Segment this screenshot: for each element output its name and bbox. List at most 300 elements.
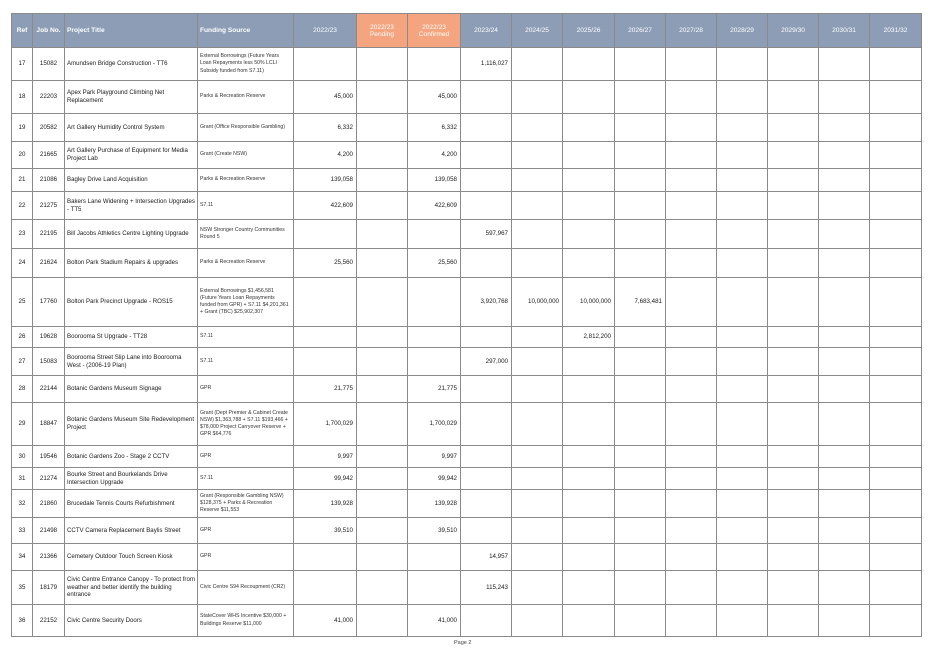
header-2023-24: 2023/24 (461, 14, 512, 48)
row-2030-31 (819, 403, 870, 446)
row-2027-28 (666, 220, 717, 249)
table-row (12, 249, 922, 278)
row-funding-source: Grant (Create NSW) (198, 142, 294, 169)
row-2029-30 (768, 48, 819, 81)
row-2023-24: 3,920,768 (461, 278, 512, 327)
table-row (12, 490, 922, 518)
row-2023-24 (461, 490, 512, 518)
row-2022-23-confirmed: 4,200 (408, 142, 461, 169)
row-2025-26 (563, 192, 615, 220)
row-2022-23: 139,928 (294, 490, 357, 518)
row-2026-27 (615, 571, 666, 605)
row-2030-31 (819, 249, 870, 278)
row-funding-source: Parks & Recreation Reserve (198, 81, 294, 114)
row-2023-24 (461, 249, 512, 278)
row-job-no: 21274 (33, 468, 65, 490)
row-2023-24 (461, 376, 512, 403)
row-2022-23: 139,058 (294, 169, 357, 192)
row-job-no: 22144 (33, 376, 65, 403)
header-2027-28: 2027/28 (666, 14, 717, 48)
row-2022-23-confirmed: 45,000 (408, 81, 461, 114)
row-2022-23-pending (357, 327, 408, 348)
row-2025-26 (563, 220, 615, 249)
header-2026-27: 2026/27 (615, 14, 666, 48)
row-2022-23 (294, 220, 357, 249)
row-2023-24 (461, 142, 512, 169)
row-2022-23 (294, 278, 357, 327)
row-project-title: Civic Centre Security Doors (65, 605, 198, 637)
row-2026-27 (615, 169, 666, 192)
row-ref: 18 (12, 81, 33, 114)
row-2029-30 (768, 114, 819, 142)
header-ref: Ref (12, 14, 33, 48)
row-funding-source: GPR (198, 376, 294, 403)
row-2026-27 (615, 490, 666, 518)
row-2031-32 (870, 220, 922, 249)
row-2029-30 (768, 446, 819, 468)
row-2022-23-pending (357, 114, 408, 142)
row-2028-29 (717, 605, 768, 637)
row-job-no: 22195 (33, 220, 65, 249)
table-row (12, 48, 922, 81)
table-row (12, 544, 922, 571)
row-2022-23-confirmed: 41,000 (408, 605, 461, 637)
row-job-no: 21366 (33, 544, 65, 571)
row-ref: 36 (12, 605, 33, 637)
row-2023-24 (461, 81, 512, 114)
row-2030-31 (819, 169, 870, 192)
row-2024-25 (512, 220, 563, 249)
row-2025-26 (563, 403, 615, 446)
row-2022-23: 9,997 (294, 446, 357, 468)
row-2024-25 (512, 605, 563, 637)
row-funding-source: NSW Stronger Country Communities Round 5 (198, 220, 294, 249)
row-2027-28 (666, 490, 717, 518)
row-2030-31 (819, 278, 870, 327)
row-2031-32 (870, 518, 922, 544)
header-job-no: Job No. (33, 14, 65, 48)
row-job-no: 21624 (33, 249, 65, 278)
row-ref: 27 (12, 348, 33, 376)
row-funding-source: External Borrowings (Future Years Loan Repayments less 50% LCLI Subsidy funded from S7.11) (198, 48, 294, 81)
header-2022-23-confirmed: 2022/23 Confirmed (408, 14, 461, 48)
header-2022-23: 2022/23 (294, 14, 357, 48)
row-2029-30 (768, 605, 819, 637)
row-2031-32 (870, 114, 922, 142)
row-project-title: Brucedale Tennis Courts Refurbishment (65, 490, 198, 518)
row-2028-29 (717, 220, 768, 249)
row-2024-25 (512, 571, 563, 605)
row-2027-28 (666, 278, 717, 327)
row-2028-29 (717, 81, 768, 114)
row-funding-source: S7.11 (198, 192, 294, 220)
row-2031-32 (870, 348, 922, 376)
row-2022-23-confirmed: 139,058 (408, 169, 461, 192)
row-2024-25 (512, 544, 563, 571)
row-2027-28 (666, 114, 717, 142)
row-2027-28 (666, 605, 717, 637)
row-ref: 29 (12, 403, 33, 446)
row-2031-32 (870, 376, 922, 403)
row-ref: 25 (12, 278, 33, 327)
row-funding-source: Parks & Recreation Reserve (198, 249, 294, 278)
table-row (12, 376, 922, 403)
row-2024-25 (512, 468, 563, 490)
row-2025-26 (563, 490, 615, 518)
row-2029-30 (768, 192, 819, 220)
row-ref: 26 (12, 327, 33, 348)
row-2022-23-confirmed: 39,510 (408, 518, 461, 544)
row-2026-27 (615, 518, 666, 544)
row-funding-source: External Borrowings $1,456,581 (Future Years Loan Repayments funded from GPR) + S7.11 $4,201,361 + Grant (TBC) $25,902,307 (198, 278, 294, 327)
row-2022-23 (294, 544, 357, 571)
row-2022-23-pending (357, 446, 408, 468)
row-2022-23: 1,700,029 (294, 403, 357, 446)
row-2029-30 (768, 278, 819, 327)
row-2031-32 (870, 81, 922, 114)
row-2027-28 (666, 348, 717, 376)
row-2022-23-confirmed: 21,775 (408, 376, 461, 403)
row-project-title: Bagley Drive Land Acquisition (65, 169, 198, 192)
row-2025-26: 10,000,000 (563, 278, 615, 327)
row-2022-23: 41,000 (294, 605, 357, 637)
row-2028-29 (717, 278, 768, 327)
row-2022-23: 25,560 (294, 249, 357, 278)
row-project-title: Bakers Lane Widening + Intersection Upgrades - TT5 (65, 192, 198, 220)
row-2028-29 (717, 169, 768, 192)
row-2029-30 (768, 376, 819, 403)
row-2022-23-pending (357, 249, 408, 278)
table-row (12, 327, 922, 348)
row-2031-32 (870, 278, 922, 327)
table-row (12, 348, 922, 376)
row-2025-26: 2,812,200 (563, 327, 615, 348)
row-2025-26 (563, 48, 615, 81)
row-2029-30 (768, 142, 819, 169)
row-ref: 21 (12, 169, 33, 192)
row-2028-29 (717, 571, 768, 605)
row-ref: 32 (12, 490, 33, 518)
row-2022-23-pending (357, 544, 408, 571)
row-2029-30 (768, 518, 819, 544)
row-2022-23-confirmed (408, 220, 461, 249)
row-ref: 22 (12, 192, 33, 220)
row-2024-25 (512, 446, 563, 468)
row-2029-30 (768, 468, 819, 490)
row-2027-28 (666, 327, 717, 348)
row-2026-27 (615, 249, 666, 278)
row-2027-28 (666, 403, 717, 446)
row-2025-26 (563, 605, 615, 637)
row-2026-27 (615, 376, 666, 403)
row-2031-32 (870, 605, 922, 637)
row-2023-24: 14,957 (461, 544, 512, 571)
header-2028-29: 2028/29 (717, 14, 768, 48)
row-2022-23: 4,200 (294, 142, 357, 169)
row-ref: 34 (12, 544, 33, 571)
row-2022-23 (294, 327, 357, 348)
row-2030-31 (819, 468, 870, 490)
row-2024-25 (512, 81, 563, 114)
row-project-title: Amundsen Bridge Construction - TT6 (65, 48, 198, 81)
table-row (12, 605, 922, 637)
row-2029-30 (768, 490, 819, 518)
row-funding-source: Grant (Office Responsible Gambling) (198, 114, 294, 142)
row-2026-27: 7,683,481 (615, 278, 666, 327)
row-job-no: 20582 (33, 114, 65, 142)
row-2022-23: 422,609 (294, 192, 357, 220)
row-ref: 35 (12, 571, 33, 605)
table-row (12, 403, 922, 446)
row-2031-32 (870, 571, 922, 605)
row-ref: 33 (12, 518, 33, 544)
row-job-no: 21086 (33, 169, 65, 192)
row-job-no: 17760 (33, 278, 65, 327)
row-2029-30 (768, 571, 819, 605)
row-2022-23-pending (357, 278, 408, 327)
header-2031-32: 2031/32 (870, 14, 922, 48)
header-2030-31: 2030/31 (819, 14, 870, 48)
row-2023-24 (461, 468, 512, 490)
row-2022-23-pending (357, 48, 408, 81)
row-job-no: 21498 (33, 518, 65, 544)
row-2027-28 (666, 446, 717, 468)
row-ref: 24 (12, 249, 33, 278)
row-2024-25 (512, 192, 563, 220)
row-2030-31 (819, 544, 870, 571)
row-2022-23-confirmed: 99,942 (408, 468, 461, 490)
row-2029-30 (768, 249, 819, 278)
row-2022-23: 21,775 (294, 376, 357, 403)
row-job-no: 15083 (33, 348, 65, 376)
row-2029-30 (768, 81, 819, 114)
row-2028-29 (717, 327, 768, 348)
row-ref: 17 (12, 48, 33, 81)
row-funding-source: S7.11 (198, 468, 294, 490)
row-2025-26 (563, 81, 615, 114)
row-2022-23-pending (357, 376, 408, 403)
row-2030-31 (819, 348, 870, 376)
row-2022-23-pending (357, 518, 408, 544)
row-job-no: 19628 (33, 327, 65, 348)
row-job-no: 21665 (33, 142, 65, 169)
row-2028-29 (717, 114, 768, 142)
row-2029-30 (768, 169, 819, 192)
row-2030-31 (819, 192, 870, 220)
row-2022-23: 45,000 (294, 81, 357, 114)
row-2030-31 (819, 327, 870, 348)
row-2022-23-confirmed (408, 278, 461, 327)
row-2022-23-pending (357, 192, 408, 220)
row-2027-28 (666, 571, 717, 605)
row-2023-24 (461, 605, 512, 637)
row-2028-29 (717, 446, 768, 468)
table-body (12, 48, 922, 637)
row-2026-27 (615, 48, 666, 81)
row-2026-27 (615, 114, 666, 142)
row-2023-24 (461, 403, 512, 446)
row-2026-27 (615, 327, 666, 348)
row-2027-28 (666, 81, 717, 114)
row-2030-31 (819, 81, 870, 114)
row-ref: 20 (12, 142, 33, 169)
row-2024-25 (512, 490, 563, 518)
row-2027-28 (666, 192, 717, 220)
row-2022-23-pending (357, 403, 408, 446)
row-2025-26 (563, 249, 615, 278)
row-2022-23-pending (357, 605, 408, 637)
row-2024-25 (512, 48, 563, 81)
header-2029-30: 2029/30 (768, 14, 819, 48)
row-2022-23-pending (357, 490, 408, 518)
table-row (12, 169, 922, 192)
header-2024-25: 2024/25 (512, 14, 563, 48)
row-2030-31 (819, 48, 870, 81)
table-row (12, 220, 922, 249)
row-2023-24 (461, 446, 512, 468)
row-project-title: Apex Park Playground Climbing Net Replacement (65, 81, 198, 114)
row-2026-27 (615, 544, 666, 571)
row-2027-28 (666, 376, 717, 403)
row-2028-29 (717, 518, 768, 544)
row-2031-32 (870, 142, 922, 169)
row-2030-31 (819, 490, 870, 518)
row-2030-31 (819, 114, 870, 142)
row-funding-source: Parks & Recreation Reserve (198, 169, 294, 192)
row-funding-source: StateCover WHS Incentive $30,000 + Buildings Reserve $11,000 (198, 605, 294, 637)
row-2028-29 (717, 468, 768, 490)
row-2029-30 (768, 544, 819, 571)
row-project-title: Bolton Park Stadium Repairs & upgrades (65, 249, 198, 278)
table-row (12, 192, 922, 220)
row-project-title: Bolton Park Precinct Upgrade - ROS15 (65, 278, 198, 327)
row-2028-29 (717, 403, 768, 446)
row-2027-28 (666, 48, 717, 81)
row-2024-25: 10,000,000 (512, 278, 563, 327)
row-funding-source: S7.11 (198, 348, 294, 376)
row-2029-30 (768, 220, 819, 249)
row-2024-25 (512, 142, 563, 169)
row-2030-31 (819, 571, 870, 605)
row-2024-25 (512, 403, 563, 446)
row-2028-29 (717, 376, 768, 403)
row-2027-28 (666, 169, 717, 192)
row-2025-26 (563, 376, 615, 403)
row-job-no: 18847 (33, 403, 65, 446)
row-2024-25 (512, 249, 563, 278)
row-job-no: 22203 (33, 81, 65, 114)
row-2025-26 (563, 571, 615, 605)
row-2028-29 (717, 544, 768, 571)
row-project-title: Bourke Street and Bourkelands Drive Intersection Upgrade (65, 468, 198, 490)
row-2031-32 (870, 192, 922, 220)
row-2025-26 (563, 114, 615, 142)
row-2023-24 (461, 192, 512, 220)
header-row (12, 14, 922, 48)
row-2031-32 (870, 169, 922, 192)
row-project-title: Boorooma Street Slip Lane into Boorooma West - (2006-19 Plan) (65, 348, 198, 376)
table-row (12, 278, 922, 327)
row-2028-29 (717, 142, 768, 169)
row-2024-25 (512, 327, 563, 348)
row-2025-26 (563, 468, 615, 490)
row-job-no: 15082 (33, 48, 65, 81)
row-2023-24: 297,000 (461, 348, 512, 376)
row-2022-23-confirmed: 139,928 (408, 490, 461, 518)
row-2025-26 (563, 544, 615, 571)
row-2022-23-confirmed: 6,332 (408, 114, 461, 142)
capital-works-table (11, 13, 922, 637)
page-number: Page 2 (454, 640, 472, 646)
row-2024-25 (512, 348, 563, 376)
row-ref: 31 (12, 468, 33, 490)
row-2024-25 (512, 169, 563, 192)
row-2029-30 (768, 403, 819, 446)
row-2031-32 (870, 446, 922, 468)
row-2031-32 (870, 48, 922, 81)
row-2028-29 (717, 348, 768, 376)
row-2022-23-pending (357, 348, 408, 376)
row-2023-24 (461, 327, 512, 348)
row-funding-source: Civic Centre S94 Recoupment (CR2) (198, 571, 294, 605)
row-2028-29 (717, 48, 768, 81)
row-2026-27 (615, 220, 666, 249)
row-2022-23-confirmed: 9,997 (408, 446, 461, 468)
row-2025-26 (563, 518, 615, 544)
row-2024-25 (512, 376, 563, 403)
row-2028-29 (717, 192, 768, 220)
row-ref: 19 (12, 114, 33, 142)
row-2022-23 (294, 348, 357, 376)
row-2030-31 (819, 142, 870, 169)
row-job-no: 22152 (33, 605, 65, 637)
row-2030-31 (819, 376, 870, 403)
row-2024-25 (512, 114, 563, 142)
row-2027-28 (666, 468, 717, 490)
row-job-no: 18179 (33, 571, 65, 605)
row-funding-source: S7.11 (198, 327, 294, 348)
row-project-title: Botanic Gardens Museum Signage (65, 376, 198, 403)
row-2026-27 (615, 192, 666, 220)
row-2022-23-pending (357, 169, 408, 192)
row-2030-31 (819, 446, 870, 468)
row-2022-23-pending (357, 220, 408, 249)
header-project-title: Project Title (65, 14, 198, 48)
row-2025-26 (563, 169, 615, 192)
row-2022-23-confirmed (408, 327, 461, 348)
row-2029-30 (768, 327, 819, 348)
row-project-title: Art Gallery Purchase of Equipment for Media Project Lab (65, 142, 198, 169)
row-job-no: 21860 (33, 490, 65, 518)
row-2029-30 (768, 348, 819, 376)
row-2023-24: 115,243 (461, 571, 512, 605)
row-2022-23: 39,510 (294, 518, 357, 544)
row-project-title: Art Gallery Humidity Control System (65, 114, 198, 142)
row-2022-23-confirmed (408, 571, 461, 605)
row-2031-32 (870, 327, 922, 348)
row-2022-23: 99,942 (294, 468, 357, 490)
row-funding-source: Grant (Dept Premier & Cabinet Create NSW) $1,363,788 + S7.11 $193,466 + $78,000 Project Carryover Reserve + GPR $64,776 (198, 403, 294, 446)
row-2022-23-pending (357, 468, 408, 490)
row-funding-source: GPR (198, 446, 294, 468)
row-project-title: Botanic Gardens Zoo - Stage 2 CCTV (65, 446, 198, 468)
row-2023-24: 1,116,027 (461, 48, 512, 81)
row-ref: 28 (12, 376, 33, 403)
row-2025-26 (563, 446, 615, 468)
row-2027-28 (666, 518, 717, 544)
row-2026-27 (615, 142, 666, 169)
row-2023-24 (461, 114, 512, 142)
